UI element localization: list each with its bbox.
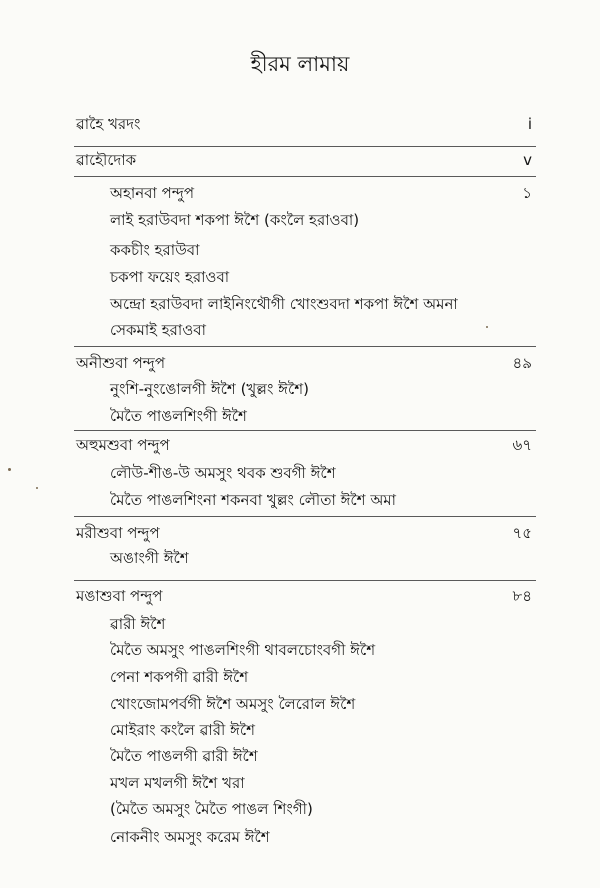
toc-entry-text: (মৈতৈ অমসুং মৈতৈ পাঙল শিংগী) [110, 800, 313, 818]
toc-subentry [0, 377, 600, 401]
toc-entry-text: মৈতৈ পাঙলগী ৱারী ঈশৈ [110, 747, 258, 765]
toc-page-number: v [523, 151, 532, 169]
toc-subentry [0, 404, 600, 428]
toc-entry-text: নুংশি-নুংঙোলগী ঈশৈ (খুল্লং ঈশৈ) [110, 380, 309, 398]
toc-entry-text: মরীশুবা পন্দুপ [76, 524, 160, 542]
toc-entry-text: লাই হরাউবদা শকপা ঈশৈ (কংলৈ হরাওবা) [110, 211, 360, 229]
toc-entry-text: অনীশুবা পন্দুপ [76, 354, 166, 372]
toc-subentry [0, 292, 600, 316]
toc-entry-text: খোংজোমপর্বগী ঈশৈ অমসুং লৈরোল ঈশৈ [110, 695, 356, 713]
toc-page-number: i [527, 115, 532, 133]
toc-entry-text: অঙাংগী ঈশৈ [110, 549, 189, 567]
section-divider [74, 516, 536, 517]
toc-entry-text: মৈতৈ পাঙলশিংগী ঈশৈ [110, 407, 247, 425]
toc-section-entry [0, 584, 600, 608]
toc-page-number: ১ [522, 184, 532, 202]
toc-entry-text: সেকমাই হরাওবা [110, 321, 206, 339]
toc-section-entry [0, 351, 600, 375]
toc-page-number: ৪৯ [512, 354, 532, 372]
toc-subentry [0, 265, 600, 289]
page-title: হীরম লামায় [250, 52, 350, 76]
toc-entry-text: মখল মখলগী ঈশৈ খরা [110, 774, 245, 792]
toc-subentry [0, 546, 600, 570]
section-divider [74, 346, 536, 347]
toc-subentry [0, 638, 600, 662]
toc-entry-text: লৌউ-শীঙ-উ অমসুং থবক শুবগী ঈশৈ [110, 464, 336, 482]
toc-entry-text: পেনা শকপগী ৱারী ঈশৈ [110, 668, 249, 686]
section-divider [74, 430, 536, 431]
toc-page-number: ৬৭ [512, 436, 532, 454]
toc-section-entry [0, 521, 600, 545]
toc-entry-text: নোকনীং অমসুং করেম ঈশৈ [110, 828, 270, 846]
toc-section-entry [0, 433, 600, 457]
toc-entry-text: চকপা ফয়েং হরাওবা [110, 268, 230, 286]
toc-entry-text: অহুমশুবা পন্দুপ [76, 436, 170, 454]
toc-subentry [0, 825, 600, 849]
toc-subentry [0, 181, 600, 205]
paper-speck [8, 468, 11, 471]
toc-entry-text: মঙাশুবা পন্দুপ [76, 587, 163, 605]
toc-entry-text: মৈতৈ পাঙলশিংনা শকনবা খুল্লং লৌতা ঈশৈ অমা [110, 491, 396, 509]
toc-subentry [0, 238, 600, 262]
toc-subentry [0, 718, 600, 742]
toc-entry-text: ৱাহৈ খরদং [76, 115, 141, 133]
toc-subentry [0, 744, 600, 768]
toc-section-entry [0, 148, 600, 172]
paper-speck [486, 326, 488, 328]
toc-subentry [0, 692, 600, 716]
toc-entry-text: মৈতৈ অমসুং পাঙলশিংগী থাবলচোংবগী ঈশৈ [110, 641, 376, 659]
toc-subentry [0, 208, 600, 232]
toc-subentry [0, 318, 600, 342]
toc-subentry [0, 612, 600, 636]
paper-speck [36, 487, 38, 489]
toc-entry-text: অহানবা পন্দুপ [110, 184, 195, 202]
toc-page-number: ৭৫ [512, 524, 532, 542]
toc-entry-text: মোইরাং কংলৈ ৱারী ঈশৈ [110, 721, 255, 739]
toc-page-number: ৮৪ [512, 587, 532, 605]
toc-subentry [0, 665, 600, 689]
toc-section-entry [0, 112, 600, 136]
section-divider [74, 176, 536, 177]
toc-subentry [0, 461, 600, 485]
toc-subentry [0, 797, 600, 821]
toc-entry-text: ককচীং হরাউবা [110, 241, 200, 259]
toc-subentry [0, 488, 600, 512]
toc-entry-text: অন্দ্রো হরাউবদা লাইনিংথৌগী খোংশুবদা শকপা ঈশৈ অমনা [110, 295, 458, 313]
section-divider [74, 580, 536, 581]
toc-entry-text: ৱাহৌদোক [76, 151, 137, 169]
toc-entry-text: ৱারী ঈশৈ [110, 615, 166, 633]
toc-subentry [0, 771, 600, 795]
section-divider [74, 146, 536, 147]
